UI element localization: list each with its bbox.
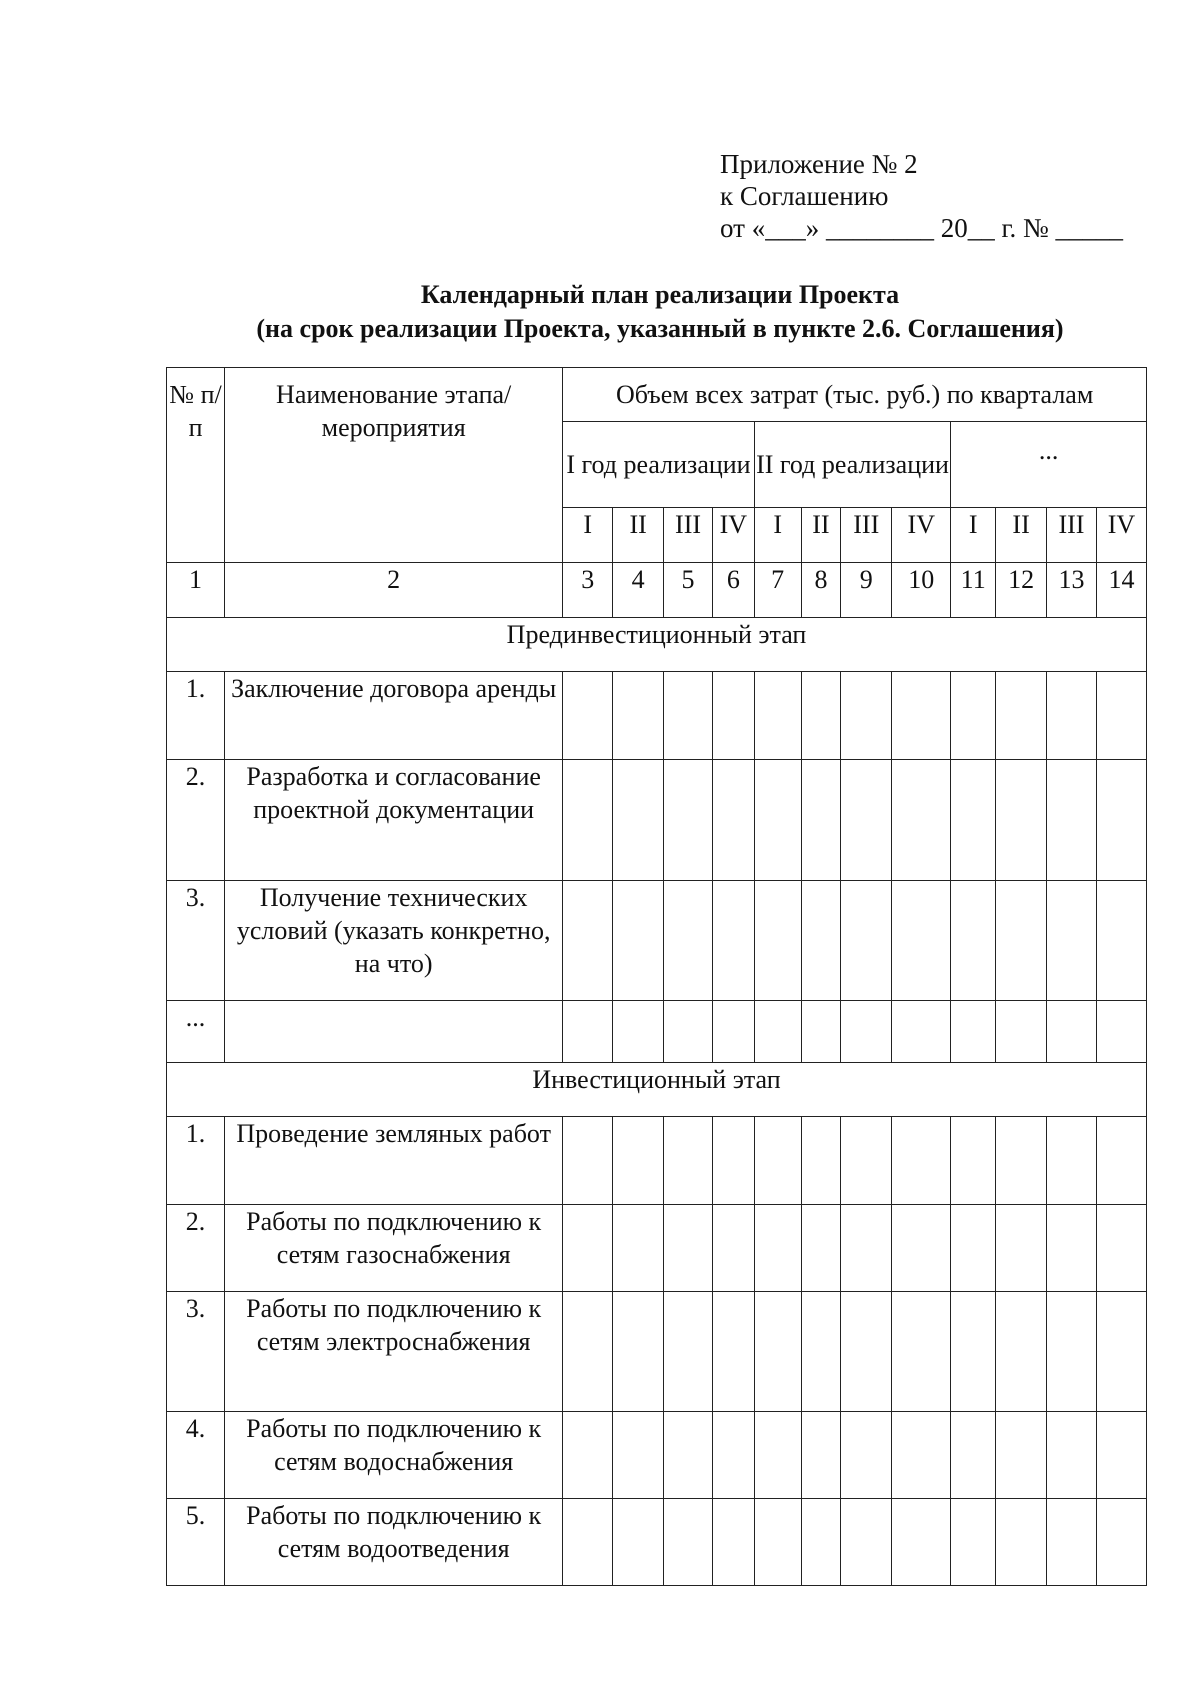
quarter-cell: I xyxy=(563,508,613,563)
row-name: Заключение договора аренды xyxy=(225,672,563,760)
quarter-cell: IV xyxy=(712,508,754,563)
quarter-cell: III xyxy=(664,508,713,563)
column-number: 14 xyxy=(1096,563,1146,618)
quarter-cell: I xyxy=(754,508,801,563)
table-row xyxy=(167,1117,1147,1205)
table-row xyxy=(167,1292,1147,1412)
row-number: 3. xyxy=(167,881,225,1001)
quarter-cell: II xyxy=(996,508,1047,563)
quarter-cell: I xyxy=(951,508,996,563)
column-number: 11 xyxy=(951,563,996,618)
row-name: Работы по подключению к сетям водоснабжения xyxy=(225,1412,563,1499)
quarter-cell: IV xyxy=(1096,508,1146,563)
appendix-line-3: от «___» ________ 20__ г. № _____ xyxy=(720,213,1123,243)
table-row xyxy=(167,1205,1147,1292)
stage-title-preinvestment: Прединвестиционный этап xyxy=(167,618,1147,672)
column-number: 4 xyxy=(613,563,664,618)
row-number: 2. xyxy=(167,760,225,881)
table-row xyxy=(167,1412,1147,1499)
appendix-line-2: к Соглашению xyxy=(720,181,889,211)
cost-header: Объем всех затрат (тыс. руб.) по кварталам xyxy=(563,368,1147,422)
quarter-cell: III xyxy=(841,508,892,563)
year1-header: I год реализации xyxy=(563,422,754,508)
row-name: Разработка и согласование проектной документации xyxy=(225,760,563,881)
row-number: 3. xyxy=(167,1292,225,1412)
column-number: 12 xyxy=(996,563,1047,618)
col-name-header: Наименование этапа/мероприятия xyxy=(225,368,563,563)
row-number: ... xyxy=(167,1001,225,1063)
row-name: Работы по подключению к сетям газоснабжения xyxy=(225,1205,563,1292)
appendix-line-1: Приложение № 2 xyxy=(720,149,918,179)
table-row xyxy=(167,672,1147,760)
document-title xyxy=(0,278,1200,346)
col-num-header: № п/п xyxy=(167,368,225,563)
year3-header: ... xyxy=(951,422,1147,508)
column-number: 2 xyxy=(225,563,563,618)
column-number: 1 xyxy=(167,563,225,618)
title-line-1: Календарный план реализации Проекта xyxy=(420,280,900,309)
column-number: 8 xyxy=(801,563,841,618)
quarter-cell: III xyxy=(1047,508,1097,563)
title-line-2: (на срок реализации Проекта, указанный в пункте 2.6. Соглашения) xyxy=(256,314,1064,343)
column-number: 6 xyxy=(712,563,754,618)
row-number: 5. xyxy=(167,1499,225,1586)
column-number: 5 xyxy=(664,563,713,618)
quarter-cell: II xyxy=(801,508,841,563)
quarter-cell: II xyxy=(613,508,664,563)
row-number: 1. xyxy=(167,672,225,760)
column-number: 3 xyxy=(563,563,613,618)
column-number: 10 xyxy=(892,563,951,618)
table-row xyxy=(167,881,1147,1001)
year2-header: II год реализации xyxy=(754,422,951,508)
table-row xyxy=(167,760,1147,881)
column-number: 7 xyxy=(754,563,801,618)
table-row xyxy=(167,1001,1147,1063)
row-name: Работы по подключению к сетям водоотведения xyxy=(225,1499,563,1586)
row-name: Работы по подключению к сетям электроснабжения xyxy=(225,1292,563,1412)
appendix-header xyxy=(720,148,1123,244)
row-number: 1. xyxy=(167,1117,225,1205)
column-number: 9 xyxy=(841,563,892,618)
calendar-plan-table xyxy=(166,367,1147,1586)
row-name: Проведение земляных работ xyxy=(225,1117,563,1205)
stage-title-investment: Инвестиционный этап xyxy=(167,1063,1147,1117)
row-number: 4. xyxy=(167,1412,225,1499)
column-number: 13 xyxy=(1047,563,1097,618)
table-row xyxy=(167,1499,1147,1586)
quarter-cell: IV xyxy=(892,508,951,563)
row-name: Получение технических условий (указать конкретно, на что) xyxy=(225,881,563,1001)
row-name xyxy=(225,1001,563,1063)
row-number: 2. xyxy=(167,1205,225,1292)
